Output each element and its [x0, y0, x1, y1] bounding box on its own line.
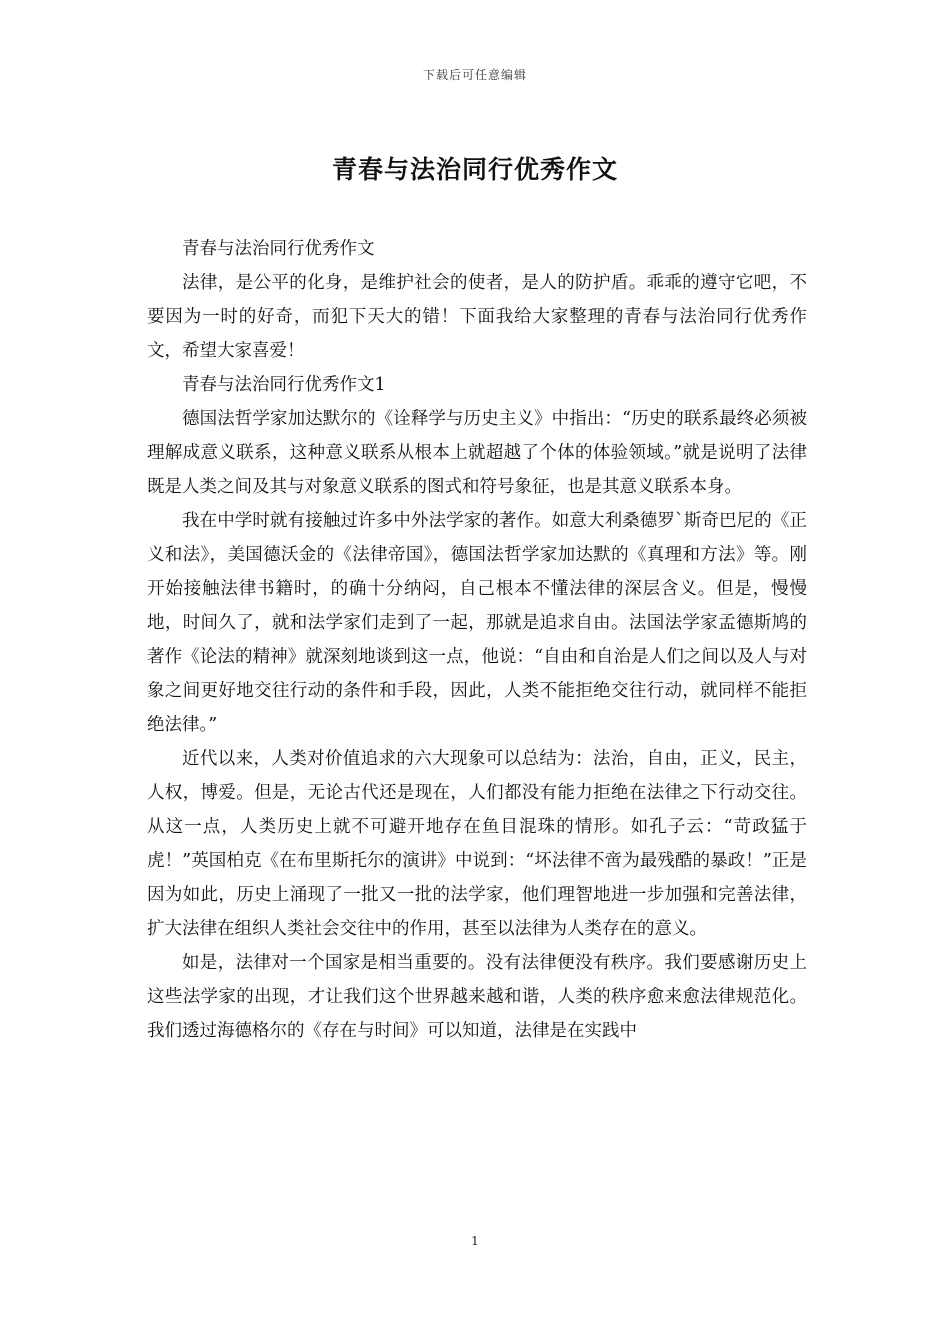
paragraph: 近代以来，人类对价值追求的六大现象可以总结为：法治，自由，正义，民主，人权，博爱。但是，无论古代还是现在，人们都没有能力拒绝在法律之下行动交往。从这一点，人类历史上就不可避开地存在鱼目混珠的情形。如孔子云：“苛政猛于虎！”英国柏克《在布里斯托尔的演讲》中说到：“坏法律不啻为最残酷的暴政！”正是因为如此，历史上涌现了一批又一批的法学家，他们理智地进一步加强和完善法律，扩大法律在组织人类社会交往中的作用，甚至以法律为人类存在的意义。 — [147, 749, 807, 939]
paragraph-subtitle: 青春与法治同行优秀作文 — [182, 239, 375, 259]
paragraph-intro: 法律，是公平的化身，是维护社会的使者，是人的防护盾。乖乖的遵守它吧，不要因为一时的好奇，而犯下天大的错！下面我给大家整理的青春与法治同行优秀作文，希望大家喜爱！ — [147, 273, 807, 361]
paragraph: 如是，法律对一个国家是相当重要的。没有法律便没有秩序。我们要感谢历史上这些法学家的出现，才让我们这个世界越来越和谐，人类的秩序愈来愈法律规范化。我们透过海德格尔的《存在与时间》可以知道，法律是在实践中 — [147, 953, 807, 1041]
paragraph-section-heading: 青春与法治同行优秀作文1 — [182, 375, 386, 395]
document-body — [147, 232, 807, 1048]
paragraph: 德国法哲学家加达默尔的《诠释学与历史主义》中指出：“历史的联系最终必须被理解成意义联系，这种意义联系从根本上就超越了个体的体验领域。”就是说明了法律既是人类之间及其与对象意义联系的图式和符号象征，也是其意义联系本身。 — [147, 409, 807, 497]
paragraph: 我在中学时就有接触过许多中外法学家的著作。如意大利桑德罗`斯奇巴尼的《正义和法》，美国德沃金的《法律帝国》，德国法哲学家加达默的《真理和方法》等。刚开始接触法律书籍时，的确十分纳闷，自己根本不懂法律的深层含义。但是，慢慢地，时间久了，就和法学家们走到了一起，那就是追求自由。法国法学家孟德斯鸠的著作《论法的精神》就深刻地谈到这一点，他说：“自由和自治是人们之间以及人与对象之间更好地交往行动的条件和手段，因此，人类不能拒绝交往行动，就同样不能拒绝法律。” — [147, 511, 807, 735]
page-header: 下载后可任意编辑 — [422, 68, 527, 82]
page-number: 1 — [471, 1234, 479, 1248]
document-title: 青春与法治同行优秀作文 — [331, 155, 618, 184]
